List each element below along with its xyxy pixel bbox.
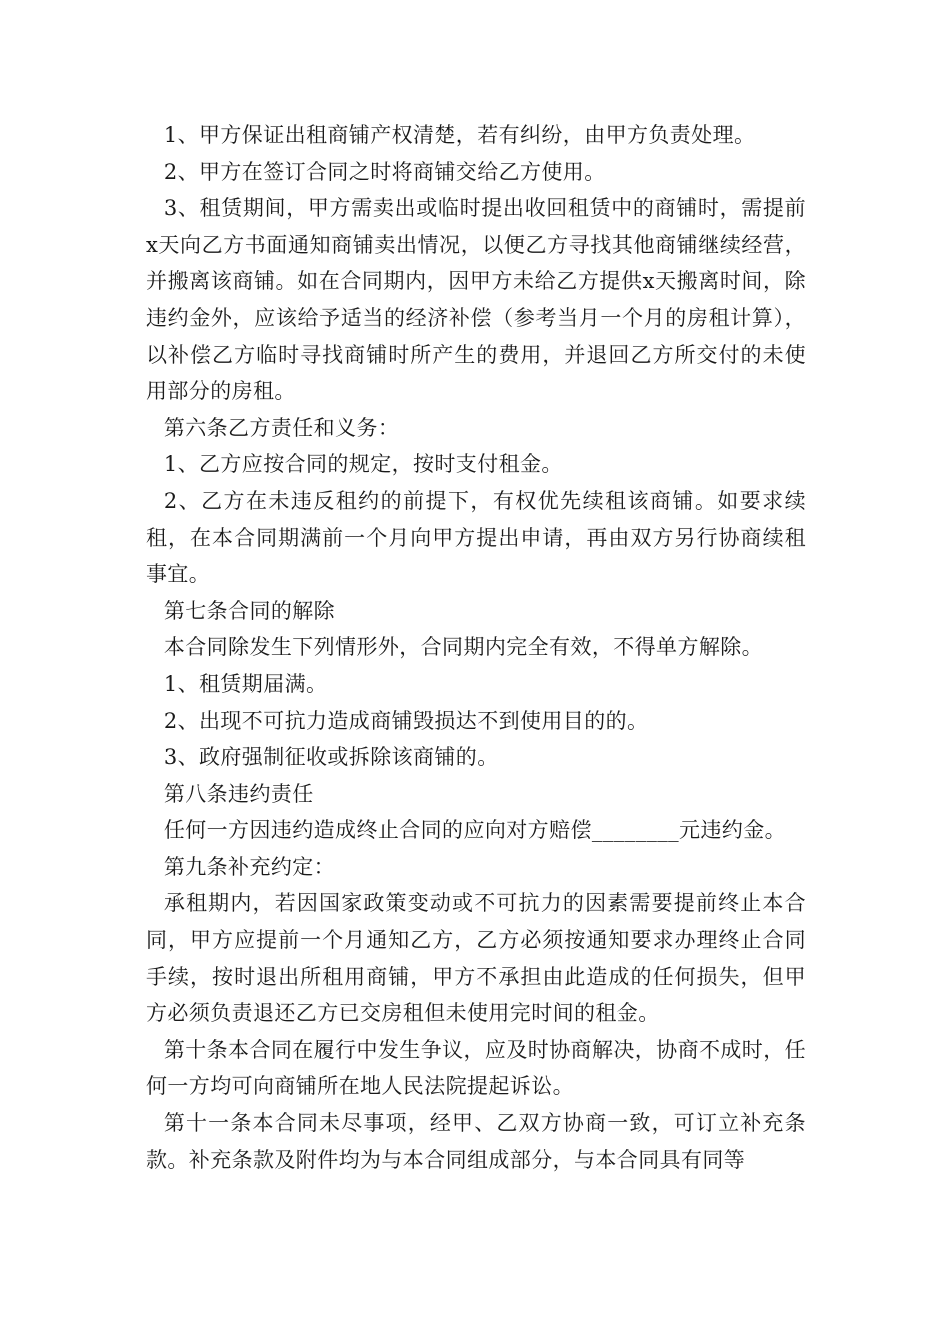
clause-paragraph: 1、甲方保证出租商铺产权清楚，若有纠纷，由甲方负责处理。 [163,123,756,147]
clause-paragraph: 第十一条本合同未尽事项，经甲、乙双方协商一致，可订立补充条款。补充条款及附件均为与本合同组成部分，与本合同具有同等 [146,1111,806,1172]
clause-paragraph: 2、甲方在签订合同之时将商铺交给乙方使用。 [163,159,606,184]
clause-paragraph: 任何一方因违约造成终止合同的应向对方赔偿________元违约金。 [163,818,787,843]
clause-paragraph: 1、租赁期届满。 [163,671,328,696]
clause-paragraph: 第十条本合同在履行中发生争议，应及时协商解决，协商不成时，任何一方均可向商铺所在地人民法院提起诉讼。 [146,1037,806,1099]
clause-paragraph: 3、租赁期间，甲方需卖出或临时提出收回租赁中的商铺时，需提前x天向乙方书面通知商铺卖出情况，以便乙方寻找其他商铺继续经营，并搬离该商铺。如在合同期内，因甲方未给乙方提供x天搬离时间，除违约金外，应该给予适当的经济补偿（参考当月一个月的房租计算），以补偿乙方临时寻找商铺时所产生的费用，并退回乙方所交付的未使用部分的房租。 [146,196,806,404]
clause-paragraph: 3、政府强制征收或拆除该商铺的。 [163,745,499,770]
article-heading: 第六条乙方责任和义务： [163,415,400,440]
clause-paragraph: 本合同除发生下列情形外，合同期内完全有效，不得单方解除。 [163,635,764,660]
article-heading: 第七条合同的解除 [163,598,336,623]
clause-paragraph: 1、乙方应按合同的规定，按时支付租金。 [163,452,563,477]
article-heading: 第九条补充约定： [163,854,336,879]
clause-paragraph: 承租期内，若因国家政策变动或不可抗力的因素需要提前终止本合同，甲方应提前一个月通知乙方，乙方必须按通知要求办理终止合同手续，按时退出所租用商铺，甲方不承担由此造成的任何损失，但甲方必须负责退还乙方已交房租但未使用完时间的租金。 [146,891,806,1026]
clause-paragraph: 2、出现不可抗力造成商铺毁损达不到使用目的的。 [163,708,649,733]
article-heading: 第八条违约责任 [163,781,314,806]
document-body [146,117,806,1178]
clause-paragraph: 2、乙方在未违反租约的前提下，有权优先续租该商铺。如要求续租，在本合同期满前一个月向甲方提出申请，再由双方另行协商续租事宜。 [146,488,806,587]
